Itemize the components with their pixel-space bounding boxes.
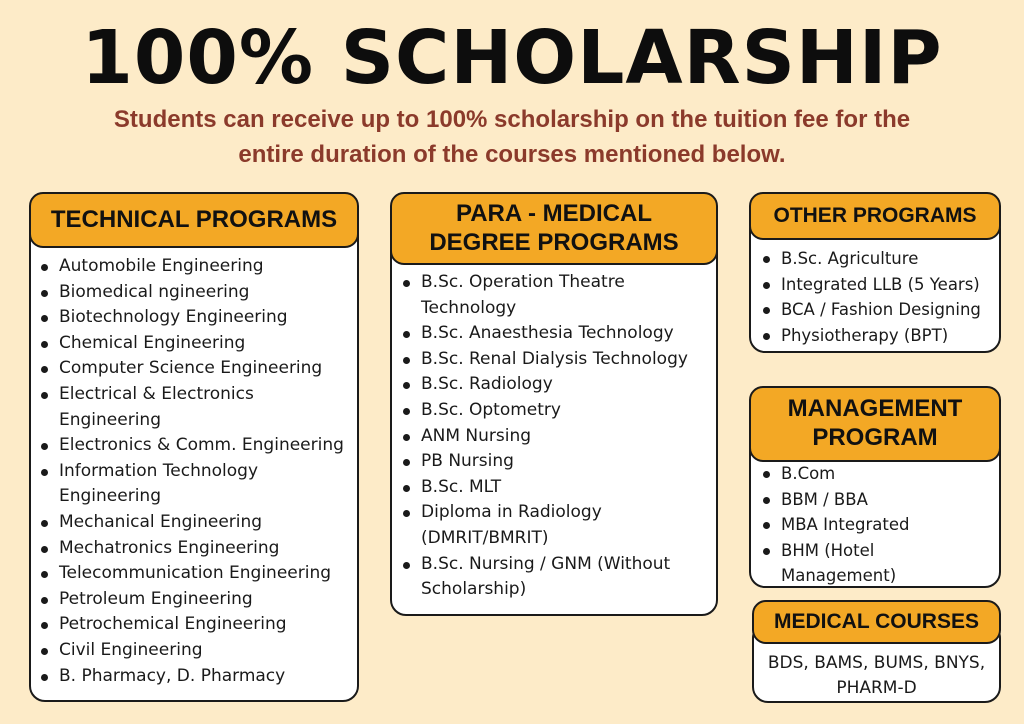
list-item: B.Sc. Operation Theatre Technology <box>400 270 640 321</box>
paramedical-title-line-2: DEGREE PROGRAMS <box>429 228 679 256</box>
list-item: Physiotherapy (BPT) <box>760 323 998 349</box>
list-item: Computer Science Engineering <box>38 356 354 382</box>
medical-courses-title: MEDICAL COURSES <box>774 610 979 634</box>
technical-programs-header <box>29 192 359 248</box>
other-programs-header <box>749 192 1001 240</box>
list-item: BCA / Fashion Designing <box>760 297 998 323</box>
list-item: Telecommunication Engineering <box>38 561 354 587</box>
list-item: ANM Nursing <box>400 424 710 450</box>
list-item: Integrated LLB (5 Years) <box>760 272 998 298</box>
list-item: Petrochemical Engineering <box>38 612 354 638</box>
subtitle-line-1: Students can receive up to 100% scholarship on the tuition fee for the <box>113 106 911 133</box>
list-item: B.Sc. Agriculture <box>760 246 998 272</box>
paramedical-programs-header <box>390 192 718 265</box>
medical-courses-text <box>754 651 999 701</box>
page-subtitle <box>40 102 984 172</box>
list-item: Biotechnology Engineering <box>38 305 354 331</box>
management-program-header <box>749 386 1001 462</box>
list-item: Chemical Engineering <box>38 331 354 357</box>
list-item: Information Technology Engineering <box>38 459 288 510</box>
list-item: B.Com <box>760 461 998 487</box>
subtitle-line-2: entire duration of the courses mentioned below. <box>238 141 786 168</box>
list-item: MBA Integrated <box>760 512 998 538</box>
paramedical-title-line-1: PARA - MEDICAL <box>456 199 652 227</box>
list-item: BHM (Hotel Management) <box>760 538 920 589</box>
list-item: PB Nursing <box>400 449 710 475</box>
list-item: Biomedical ngineering <box>38 280 354 306</box>
other-programs-title: OTHER PROGRAMS <box>773 204 977 228</box>
list-item: B.Sc. Optometry <box>400 398 710 424</box>
list-item: Mechanical Engineering <box>38 510 354 536</box>
list-item: Electronics & Comm. Engineering <box>38 433 354 459</box>
management-title-line-1: MANAGEMENT <box>787 395 963 423</box>
list-item: Diploma in Radiology (DMRIT/BMRIT) <box>400 500 630 551</box>
list-item: Automobile Engineering <box>38 254 354 280</box>
list-item: BBM / BBA <box>760 487 998 513</box>
list-item: B.Sc. Renal Dialysis Technology <box>400 347 710 373</box>
paramedical-programs-list <box>400 270 710 603</box>
list-item: B. Pharmacy, D. Pharmacy <box>38 664 354 690</box>
list-item: B.Sc. Nursing / GNM (Without Scholarship) <box>400 552 700 603</box>
technical-programs-title: TECHNICAL PROGRAMS <box>50 205 338 233</box>
list-item: Electrical & Electronics Engineering <box>38 382 288 433</box>
list-item: Civil Engineering <box>38 638 354 664</box>
medical-text-line-2: PHARM-D <box>836 678 917 698</box>
management-program-list <box>760 461 998 589</box>
medical-text-line-1: BDS, BAMS, BUMS, BNYS, <box>767 653 986 673</box>
list-item: B.Sc. MLT <box>400 475 710 501</box>
page-title: 100% SCHOLARSHIP <box>81 15 943 101</box>
other-programs-list <box>760 246 998 348</box>
list-item: B.Sc. Radiology <box>400 372 710 398</box>
list-item: Mechatronics Engineering <box>38 536 354 562</box>
list-item: B.Sc. Anaesthesia Technology <box>400 321 710 347</box>
list-item: Petroleum Engineering <box>38 587 354 613</box>
medical-courses-header <box>752 600 1001 644</box>
technical-programs-list <box>38 254 354 689</box>
management-title-line-2: PROGRAM <box>812 424 938 451</box>
